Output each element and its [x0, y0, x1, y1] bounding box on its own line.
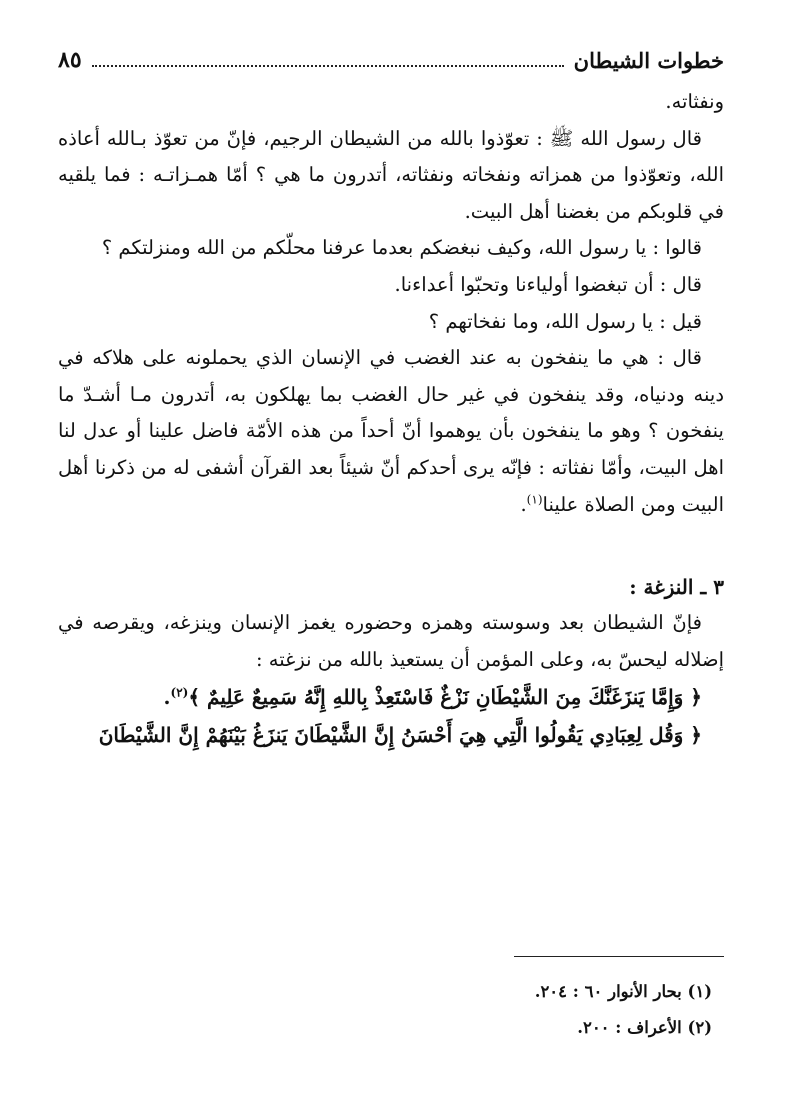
quran-verse: ﴿ وَقُل لِعِبَادِي يَقُولُوا الَّتِي هِيَ أَحْسَنُ إِنَّ الشَّيْطَانَ يَنزَغُ بَيْنَهُمْ إِنَّ الشَّيْطَانَ [98, 723, 702, 748]
quran-verse [58, 678, 724, 716]
footnote-ref: (٢) [170, 685, 189, 700]
document-page [58, 40, 724, 1037]
main-text [58, 84, 724, 754]
paragraph: قالوا : يا رسول الله، وكيف نبغضكم بعدما عرفنا محلّكم من الله ومنزلتكم ؟ [101, 236, 702, 260]
footnote: (١) بحار الأنوار ٦٠ : ٢٠٤. [534, 982, 712, 1001]
footnote: (٢) الأعراف : ٢٠٠. [577, 1018, 712, 1037]
footnote-divider [514, 956, 724, 957]
running-title: خطوات الشيطان [573, 47, 724, 73]
page-number: ٨٥ [58, 47, 82, 73]
page-header [58, 40, 724, 80]
paragraph: قيل : يا رسول الله، وما نفخاتهم ؟ [428, 309, 702, 333]
section-title: ٣ ـ النزغة : [629, 575, 724, 600]
paragraph [58, 340, 724, 523]
paragraph: قال رسول الله ﷺ : تعوّذوا بالله من الشيطان الرجيم، فإنّ من تعوّذ بـالله أعاذه الله، وتعوّذوا من همزاته ونفخاته ونفثاته، أتدرون ما هي ؟ أمّا همـزاتـه : فما يلقيه في قلوبكم من بغضنا أهل البيت. [58, 126, 724, 223]
paragraph: قال : أن تبغضوا أولياءنا وتحبّوا أعداءنا. [394, 272, 702, 296]
paragraph-text: قال : هي ما ينفخون به عند الغضب في الإنسان الذي يحملونه على هلاكه في دينه ودنياه، وقد ينفخون في غير حال الغضب بما يهلكون به، أتدرون مـا أشـدّ ما ينفخون ؟ وهو ما ينفخون بأن يوهموا أنّ أحداً من هذه الأمّة فاضل علينا أو عدل لنا اهل البيت، وأمّا نفثاته : فإنّه يرى أحدكم أنّ شيئاً بعد القرآن أشفى له من ذكرنا أهل البيت ومن الصلاة علينا [58, 346, 724, 516]
verse-text: ﴿ وَإِمَّا يَنزَغَنَّكَ مِنَ الشَّيْطَانِ نَزْغٌ فَاسْتَعِذْ بِاللهِ إِنَّهُ سَمِيعٌ عَلِيمٌ ﴾ [188, 685, 702, 710]
dot-leader [92, 65, 564, 67]
verse-end: . [163, 685, 171, 710]
paragraph-end: . [520, 492, 527, 516]
footnotes [58, 974, 724, 1046]
paragraph: ونفثاته. [665, 90, 724, 113]
section-paragraph: فإنّ الشيطان بعد وسوسته وهمزه وحضوره يغمز الإنسان وينزغه، ويقرصه في إضلاله ليحسّ به، وعلى المؤمن أن يستعيذ بالله من نزغته : [58, 611, 724, 671]
footnote-ref: (١) [526, 492, 543, 507]
